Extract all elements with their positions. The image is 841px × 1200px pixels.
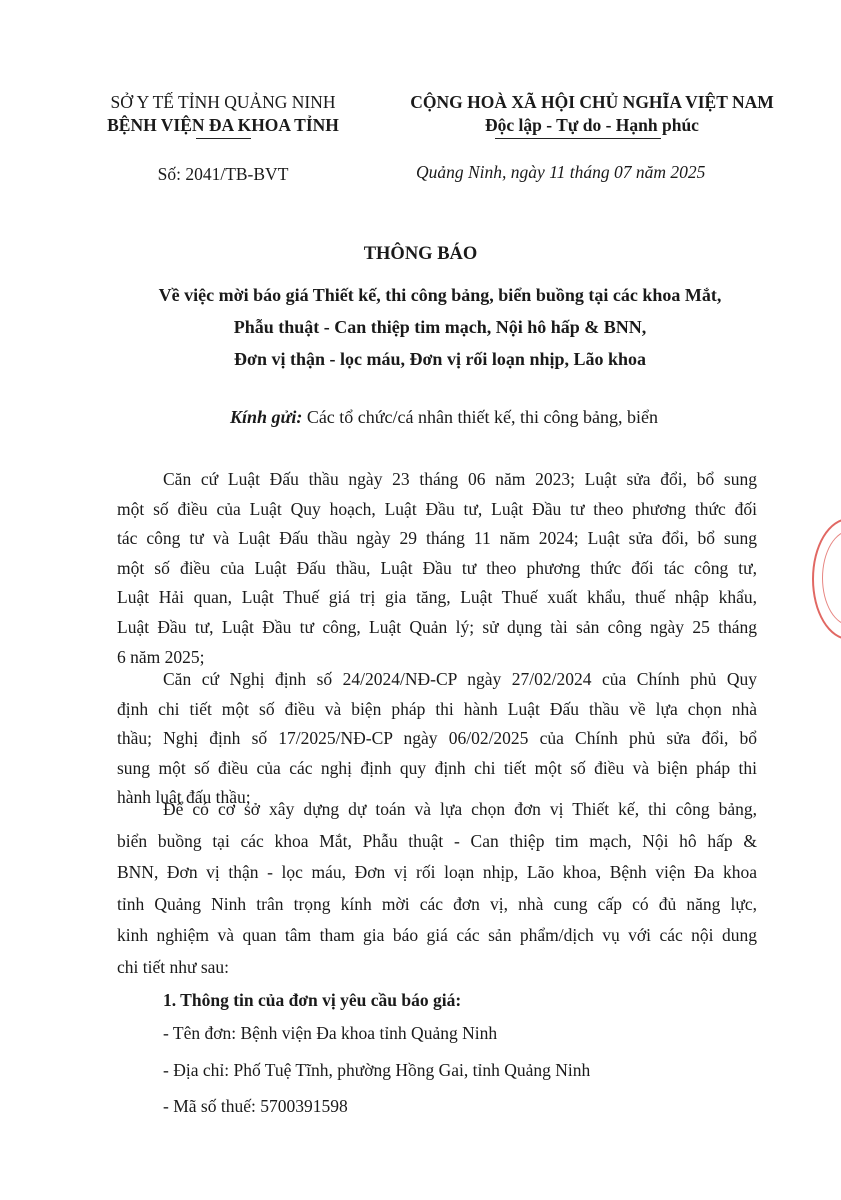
page-title: THÔNG BÁO — [363, 244, 478, 264]
paragraph-line: định chi tiết một số điều và biện pháp thi hành Luật Đấu thầu về lựa chọn nhà — [117, 698, 757, 719]
recipient — [230, 407, 658, 428]
subject-line-2: Phẫu thuật - Can thiệp tim mạch, Nội hô hấp & BNN, — [233, 317, 647, 337]
org-parent: SỞ Y TẾ TỈNH QUẢNG NINH — [110, 92, 336, 112]
paragraph-line: chi tiết như sau: — [117, 956, 230, 977]
paragraph-line: BNN, Đơn vị thận - lọc máu, Đơn vị rối loạn nhịp, Lão khoa, Bệnh viện Đa khoa — [117, 862, 757, 883]
nation-title: CỘNG HOÀ XÃ HỘI CHỦ NGHĨA VIỆT NAM — [410, 92, 774, 112]
paragraph-line: một số điều của Luật Quy hoạch, Luật Đầu tư, Luật Đầu tư theo phương thức đối — [117, 498, 757, 519]
paragraph-line: 6 năm 2025; — [117, 646, 205, 667]
paragraph-line: Để có cơ sở xây dựng dự toán và lựa chọn đơn vị Thiết kế, thi công bảng, — [163, 799, 757, 819]
paragraph-line: Căn cứ Luật Đấu thầu ngày 23 tháng 06 năm 2023; Luật sửa đổi, bổ sung — [163, 469, 757, 489]
place-date: Quảng Ninh, ngày 11 tháng 07 năm 2025 — [416, 162, 706, 182]
requester-tax-code: - Mã số thuế: 5700391598 — [163, 1096, 348, 1116]
paragraph-line: hành luật đấu thầu; — [117, 787, 251, 808]
paragraph-line: tác công tư và Luật Đấu thầu ngày 29 tháng 11 năm 2024; Luật sửa đổi, bổ sung — [117, 528, 757, 549]
recipient-text: Các tổ chức/cá nhân thiết kế, thi công bảng, biển — [306, 407, 658, 427]
paragraph-legal-basis-2 — [117, 665, 757, 813]
paragraph-line: Căn cứ Nghị định số 24/2024/NĐ-CP ngày 27/02/2024 của Chính phủ Quy — [163, 669, 757, 689]
paragraph-line: kinh nghiệm và quan tâm tham gia báo giá các sản phẩm/dịch vụ với các nội dung — [117, 925, 757, 946]
requester-address: - Địa chỉ: Phố Tuệ Tĩnh, phường Hồng Gai, tỉnh Quảng Ninh — [163, 1060, 591, 1080]
nation-motto: Độc lập - Tự do - Hạnh phúc — [485, 115, 699, 135]
paragraph-line: biển buồng tại các khoa Mắt, Phẫu thuật - Can thiệp tim mạch, Nội hô hấp & — [117, 830, 757, 851]
section-1-heading: 1. Thông tin của đơn vị yêu cầu báo giá: — [163, 990, 462, 1010]
requester-name: - Tên đơn: Bệnh viện Đa khoa tỉnh Quảng Ninh — [163, 1023, 498, 1043]
org-underline — [196, 138, 251, 139]
paragraph-line: thầu; Nghị định số 17/2025/NĐ-CP ngày 06/02/2025 của Chính phủ sửa đổi, bổ — [117, 728, 757, 749]
subject-line-1: Về việc mời báo giá Thiết kế, thi công bảng, biển buồng tại các khoa Mắt, — [158, 285, 722, 305]
paragraph-line: Luật Đầu tư, Luật Đầu tư công, Luật Quản lý; sử dụng tài sản công ngày 25 tháng — [117, 616, 757, 637]
paragraph-legal-basis-1 — [117, 465, 757, 672]
paragraph-line: Luật Hải quan, Luật Thuế giá trị gia tăng, Luật Thuế xuất khẩu, thuế nhập khẩu, — [117, 587, 757, 608]
org-name: BỆNH VIỆN ĐA KHOA TỈNH — [107, 115, 339, 135]
subject-line-3: Đơn vị thận - lọc máu, Đơn vị rối loạn nhịp, Lão khoa — [233, 349, 647, 369]
recipient-label: Kính gửi: — [230, 407, 303, 427]
paragraph-line: tỉnh Quảng Ninh trân trọng kính mời các đơn vị, nhà cung cấp có đủ năng lực, — [117, 893, 757, 914]
doc-number: Số: 2041/TB-BVT — [157, 164, 289, 184]
paragraph-line: sung một số điều của các nghị định quy định chi tiết một số điều và biện pháp thi — [117, 757, 757, 778]
paragraph-line: một số điều của Luật Đấu thầu, Luật Đầu tư theo phương thức đối tác công tư, — [117, 557, 757, 578]
motto-underline — [495, 138, 661, 139]
paragraph-purpose — [117, 794, 757, 984]
